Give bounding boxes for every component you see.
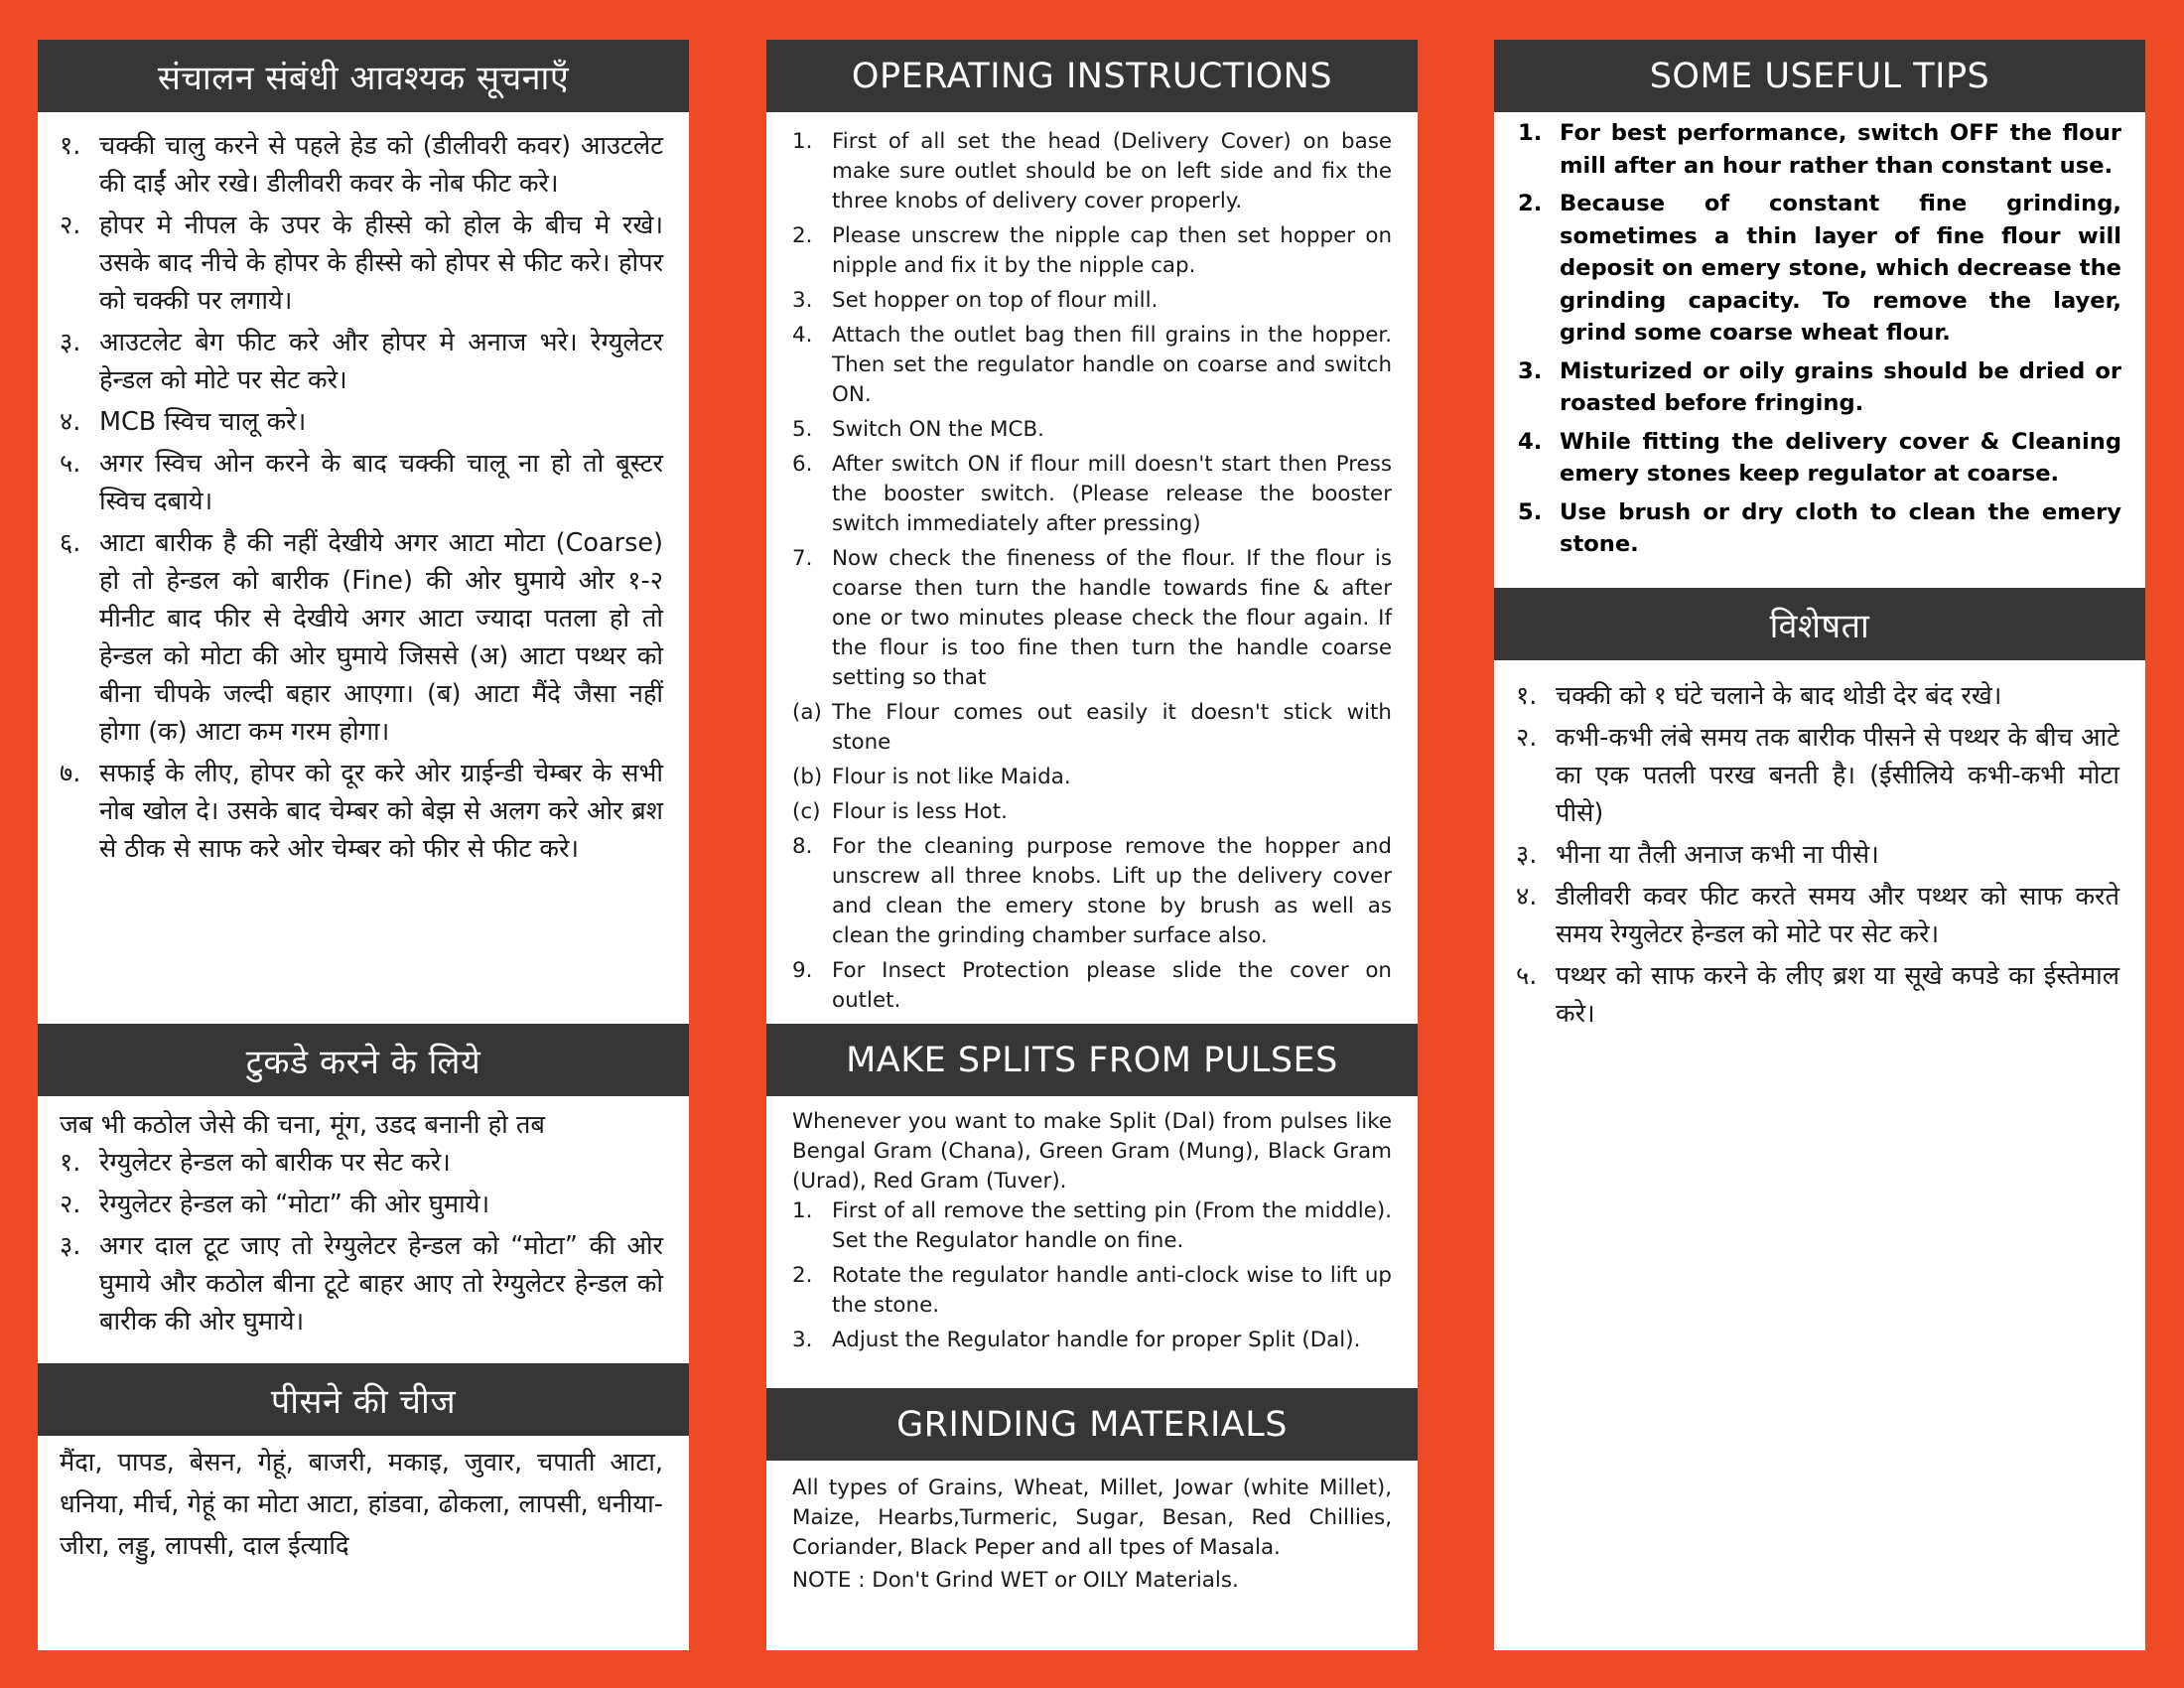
hindi-instruction-item-text: MCB स्विच चालू करे।: [99, 407, 307, 437]
feature-item-number: ५.: [1516, 961, 1538, 991]
instruction-item: [792, 221, 1392, 281]
feature-item-text: चक्की को १ घंटे चलाने के बाद थोडी देर बंद रखे।: [1556, 681, 2002, 711]
tip-item-number: 4.: [1518, 428, 1543, 455]
hindi-instruction-item-text: होपर मे नीपल के उपर के हीस्से को होल के बीच मे रखे। उसके बाद नीचे के होपर के हीस्से को होपर से फीट करे। होपर को चक्की पर लगाये।: [99, 211, 663, 316]
hindi-instruction-item: [60, 207, 663, 320]
hindi-instruction-item-number: ४.: [60, 407, 81, 437]
hindi-split-item-text: अगर दाल टूट जाए तो रेग्युलेटर हेन्डल को “मोटा” की ओर घुमाये और कठोल बीना टूटे बाहर आए तो रेग्युलेटर हेन्डल को बारीक की ओर घुमाये।: [99, 1231, 663, 1336]
english-instructions-panel: [766, 40, 1418, 1650]
split-item-number: 2.: [792, 1263, 813, 1288]
hindi-operating-heading: [38, 40, 689, 112]
feature-item: [1516, 836, 2119, 874]
split-item-text: Rotate the regulator handle anti-clock wise to lift up the stone.: [832, 1263, 1392, 1318]
hindi-operating-heading-text: संचालन संबंधी आवश्यक सूचनाएँ: [157, 58, 570, 98]
features-list: [1494, 677, 2145, 1037]
feature-item: [1516, 719, 2119, 832]
instruction-item-number: 1.: [792, 129, 813, 154]
hindi-splits-heading-text: टुकडे करने के लिये: [245, 1042, 481, 1082]
tip-item-number: 1.: [1518, 120, 1543, 146]
instruction-item: [792, 450, 1392, 539]
hindi-instruction-item-number: ७.: [60, 759, 81, 788]
useful-tips-heading-text: SOME USEFUL TIPS: [1649, 56, 1990, 96]
tip-item-text: While fitting the delivery cover & Cleaning emery stones keep regulator at coarse.: [1560, 428, 2121, 487]
feature-item: [1516, 957, 2119, 1033]
instruction-item-text: Now check the fineness of the flour. If the flour is coarse then turn the handle towards fine & after one or two minutes please check the flour again. If the flour is too fine then turn the handle coarse setting so that: [832, 546, 1392, 690]
instruction-item-number: 4.: [792, 323, 813, 348]
instruction-item-number: (b): [792, 765, 823, 789]
useful-tips-heading: [1494, 40, 2145, 112]
tip-item: [1518, 355, 2121, 420]
feature-item-number: ३.: [1516, 840, 1538, 870]
hindi-instruction-item-text: आटा बारीक है की नहीं देखीये अगर आटा मोटा (Coarse) हो तो हेन्डल को बारीक (Fine) की ओर घुमाये ओर १-२ मीनीट बाद फीर से देखीये अगर आटा ज्यादा पतला हो तो हेन्डल को मोटा की ओर घुमाये जिससे (अ) आटा पथ्थर को बीना चीपके जल्दी बहार आएगा। (ब) आटा मैंदे जैसा नहीं होगा (क) आटा कम गरम होगा।: [99, 528, 663, 747]
instruction-item-number: 8.: [792, 834, 813, 859]
instruction-item: [792, 321, 1392, 410]
hindi-splits-intro: जब भी कठोल जेसे की चना, मूंग, उडद बनानी हो तब: [60, 1110, 545, 1140]
hindi-grinding-text: मैंदा, पापड, बेसन, गेहूं, बाजरी, मकाइ, जुवार, चपाती आटा, धनिया, मीर्च, गेहूं का मोटा आटा, हांडवा, ढोकला, लापसी, धनीया-जीरा, लड्डु, लापसी, दाल ईत्यादि: [60, 1448, 663, 1561]
instruction-item-number: 3.: [792, 288, 813, 313]
tip-item: [1518, 426, 2121, 491]
make-splits-section: [766, 1107, 1418, 1360]
split-item-number: 3.: [792, 1328, 813, 1352]
split-item-number: 1.: [792, 1198, 813, 1223]
hindi-instruction-item-number: ५.: [60, 449, 81, 479]
split-item-text: First of all remove the setting pin (From the middle). Set the Regulator handle on fine.: [832, 1198, 1392, 1253]
instruction-item-number: 6.: [792, 452, 813, 477]
tip-item: [1518, 117, 2121, 182]
hindi-split-item-number: १.: [60, 1148, 81, 1178]
hindi-instruction-item: [60, 755, 663, 868]
split-item: [792, 1196, 1392, 1256]
hindi-instruction-item: [60, 324, 663, 399]
instruction-item: [792, 763, 1392, 792]
feature-item-text: कभी-कभी लंबे समय तक बारीक पीसने से पथ्थर के बीच आटे का एक पतली परख बनती है। (ईसीलिये कभी-कभी मोटा पीसे): [1556, 723, 2119, 828]
instruction-item-number: 9.: [792, 958, 813, 983]
hindi-instruction-item-text: चक्की चालु करने से पहले हेड को (डीलीवरी कवर) आउटलेट की दाईं ओर रखे। डीलीवरी कवर के नोब फीट करे।: [99, 131, 663, 199]
hindi-instructions-panel: [38, 40, 689, 1650]
split-item: [792, 1261, 1392, 1321]
hindi-instruction-item: [60, 403, 663, 441]
hindi-grinding-section: [38, 1442, 689, 1567]
features-heading-text: विशेषता: [1769, 606, 1870, 646]
hindi-instruction-item: [60, 127, 663, 203]
hindi-split-item-text: रेग्युलेटर हेन्डल को बारीक पर सेट करे।: [99, 1148, 451, 1178]
hindi-grinding-heading: [38, 1363, 689, 1436]
grinding-materials-text: All types of Grains, Wheat, Millet, Jowar (white Millet), Maize, Hearbs,Turmeric, Sugar, Besan, Red Chillies, Coriander, Black Peper and all tpes of Masala.: [792, 1476, 1392, 1560]
split-item-text: Adjust the Regulator handle for proper Split (Dal).: [832, 1328, 1361, 1352]
operating-instructions-heading-text: OPERATING INSTRUCTIONS: [851, 56, 1333, 96]
tip-item-text: Use brush or dry cloth to clean the emery stone.: [1560, 498, 2121, 557]
instruction-item-number: 2.: [792, 223, 813, 248]
instruction-item-number: (c): [792, 799, 821, 824]
feature-item-text: पथ्थर को साफ करने के लीए ब्रश या सूखे कपडे का ईस्तेमाल करे।: [1556, 961, 2119, 1029]
operating-instructions-list: [766, 127, 1418, 1021]
tips-panel: [1494, 40, 2145, 1650]
instruction-item: [792, 956, 1392, 1016]
tip-item: [1518, 496, 2121, 561]
instruction-item-text: Set hopper on top of flour mill.: [832, 288, 1159, 313]
feature-item: [1516, 677, 2119, 715]
hindi-split-item: [60, 1144, 663, 1182]
instruction-item-text: After switch ON if flour mill doesn't start then Press the booster switch. (Please release the booster switch immediately after pressing): [832, 452, 1392, 536]
instruction-item-text: First of all set the head (Delivery Cover) on base make sure outlet should be on left side and fix the three knobs of delivery cover properly.: [832, 129, 1392, 213]
make-splits-heading: [766, 1024, 1418, 1096]
useful-tips-list: [1494, 117, 2145, 567]
tip-item-text: Because of constant fine grinding, sometimes a thin layer of fine flour will deposit on emery stone, which decrease the grinding capacity. To remove the layer, grind some coarse wheat flour.: [1560, 191, 2121, 346]
instruction-item: [792, 698, 1392, 758]
instruction-item-number: 7.: [792, 546, 813, 571]
grinding-materials-heading: [766, 1388, 1418, 1461]
hindi-splits-heading: [38, 1024, 689, 1096]
make-splits-intro: Whenever you want to make Split (Dal) from pulses like Bengal Gram (Chana), Green Gram (Mung), Black Gram (Urad), Red Gram (Tuver).: [792, 1109, 1392, 1194]
tip-item-text: For best performance, switch OFF the flour mill after an hour rather than constant use.: [1560, 120, 2121, 179]
tip-item-number: 3.: [1518, 357, 1543, 384]
hindi-instruction-item-text: अगर स्विच ओन करने के बाद चक्की चालू ना हो तो बूस्टर स्विच दबाये।: [99, 449, 663, 516]
tip-item-text: Misturized or oily grains should be dried or roasted before fringing.: [1560, 357, 2121, 416]
make-splits-heading-text: MAKE SPLITS FROM PULSES: [846, 1040, 1338, 1080]
instruction-item-number: 5.: [792, 417, 813, 442]
instruction-item: [792, 127, 1392, 216]
hindi-split-item: [60, 1227, 663, 1340]
hindi-instruction-item: [60, 445, 663, 520]
feature-item-text: डीलीवरी कवर फीट करते समय और पथ्थर को साफ करते समय रेग्युलेटर हेन्डल को मोटे पर सेट करे।: [1556, 882, 2119, 949]
instruction-item-text: For the cleaning purpose remove the hopper and unscrew all three knobs. Lift up the delivery cover and clean the emery stone by brush as well as clean the grinding chamber surface also.: [832, 834, 1392, 948]
hindi-instruction-item-number: ६.: [60, 528, 81, 558]
instruction-item: [792, 286, 1392, 316]
instruction-item: [792, 544, 1392, 693]
tip-item-number: 5.: [1518, 498, 1543, 525]
instruction-item-text: Flour is not like Maida.: [832, 765, 1071, 789]
hindi-instruction-item-text: आउटलेट बेग फीट करे और होपर मे अनाज भरे। रेग्युलेटर हेन्डल को मोटे पर सेट करे।: [99, 328, 663, 395]
instruction-item-text: Please unscrew the nipple cap then set hopper on nipple and fix it by the nipple cap.: [832, 223, 1392, 278]
hindi-split-item-text: रेग्युलेटर हेन्डल को “मोटा” की ओर घुमाये।: [99, 1190, 490, 1219]
split-item: [792, 1326, 1392, 1355]
instruction-item: [792, 832, 1392, 951]
instruction-item-text: For Insect Protection please slide the cover on outlet.: [832, 958, 1392, 1013]
feature-item-number: ४.: [1516, 882, 1538, 912]
grinding-materials-note: NOTE : Don't Grind WET or OILY Materials.: [792, 1568, 1239, 1593]
hindi-grinding-heading-text: पीसने की चीज: [270, 1381, 457, 1422]
hindi-instruction-item-text: सफाई के लीए, होपर को दूर करे ओर ग्राईन्डी चेम्बर के सभी नोब खोल दे। उसके बाद चेम्बर को बेझ से अलग करे ओर ब्रश से ठीक से साफ करे ओर चेम्बर को फीर से फीट करे।: [99, 759, 663, 864]
feature-item: [1516, 878, 2119, 953]
instruction-item: [792, 797, 1392, 827]
hindi-operating-list: [38, 127, 689, 872]
feature-item-text: भीना या तैली अनाज कभी ना पीसे।: [1556, 840, 1879, 870]
tip-item: [1518, 188, 2121, 350]
feature-item-number: २.: [1516, 723, 1538, 753]
hindi-split-item-number: २.: [60, 1190, 81, 1219]
instruction-item-text: Attach the outlet bag then fill grains in the hopper. Then set the regulator handle on coarse and switch ON.: [832, 323, 1392, 407]
instruction-item-text: The Flour comes out easily it doesn't stick with stone: [832, 700, 1392, 755]
tip-item-number: 2.: [1518, 191, 1543, 216]
operating-instructions-heading: [766, 40, 1418, 112]
feature-item-number: १.: [1516, 681, 1538, 711]
features-heading: [1494, 588, 2145, 660]
grinding-materials-heading-text: GRINDING MATERIALS: [896, 1404, 1288, 1445]
instruction-item: [792, 415, 1392, 445]
instruction-item-number: (a): [792, 700, 822, 725]
hindi-instruction-item-number: १.: [60, 131, 81, 161]
hindi-split-item-number: ३.: [60, 1231, 81, 1261]
instruction-item-text: Flour is less Hot.: [832, 799, 1008, 824]
hindi-instruction-item-number: २.: [60, 211, 81, 240]
hindi-split-item: [60, 1186, 663, 1223]
hindi-instruction-item: [60, 524, 663, 751]
hindi-splits-section: [38, 1106, 689, 1344]
hindi-instruction-item-number: ३.: [60, 328, 81, 357]
instruction-item-text: Switch ON the MCB.: [832, 417, 1044, 442]
grinding-materials-section: [766, 1474, 1418, 1596]
